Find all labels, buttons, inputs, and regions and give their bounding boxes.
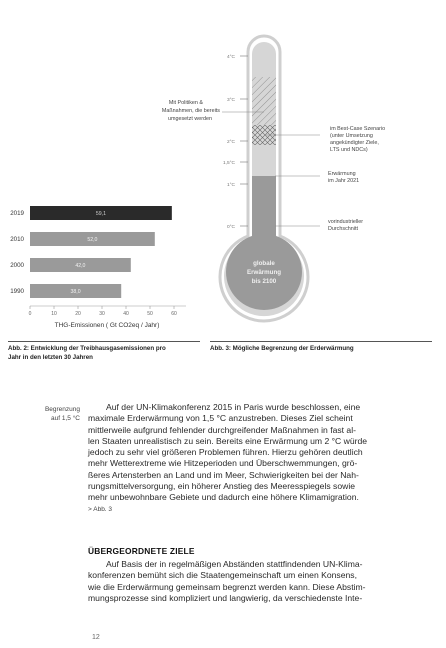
annotation-best-case-3: angekündigter Ziele, (330, 140, 379, 146)
p1-line: ßeres Artensterben an Land und im Meer, Schwierigkeiten bei der Nah- (88, 469, 359, 480)
p1-line: rungsmittelversorgung, ein höherer Anstieg des Meeresspiegels sowie (88, 481, 356, 492)
p2-line: Auf Basis der in regelmäßigen Abständen stattfindenden UN-Klima- (106, 559, 363, 569)
x-tick-label: 20 (75, 311, 81, 317)
scale-label-3: 3°C (226, 98, 235, 103)
annotation-current-2: im Jahr 2021 (328, 178, 360, 184)
x-axis-label: THG-Emissionen ( Gt CO2eq / Jahr) (54, 322, 160, 329)
category-label: 2019 (10, 210, 24, 218)
p1-line: mittlerweile aufgrund fehlender durchgreifender Maßnahmen in fast al- (88, 424, 356, 435)
bulb-label-2: Erwärmung (246, 269, 282, 276)
p2-line: mungsprozesse sind kompliziert und langwierig, da verschiedenste Inte- (88, 592, 363, 603)
category-label: 1990 (10, 288, 24, 296)
margin-note: Begrenzung auf 1,5 °C (44, 406, 80, 422)
x-tick-label: 50 (147, 311, 153, 317)
x-tick-label: 10 (51, 311, 57, 317)
policies-range (252, 77, 276, 125)
x-tick-label: 60 (171, 311, 177, 317)
x-tick-label: 40 (123, 311, 129, 317)
p1-line: mehr unbewohnbare Gebiete und dadurch eine höhere Klimamigration. (88, 492, 359, 503)
warming-thermometer (161, 30, 446, 310)
annotation-preindustrial-2: Durchschnitt (328, 226, 358, 232)
p2-line: konferenzen bemüht sich die Staatengemeinschaft um einen Konsens, (88, 570, 357, 581)
paragraph-2 (88, 559, 401, 604)
annotation-preindustrial-1: vorindustrieller (328, 219, 364, 225)
scale-label-2: 2°C (226, 140, 235, 145)
emissions-bar-chart (0, 190, 200, 330)
value-label: 38,0 (70, 289, 81, 295)
annotation-best-case-2: (unter Umsetzung (330, 133, 373, 139)
p1-line: jedoch zu sehr viel größeren Problemen führen. Hierzu gehören deutlich (88, 447, 363, 458)
bulb-label-3: bis 2100 (251, 278, 277, 285)
figure3-caption-rule (210, 341, 432, 342)
annotation-current-1: Erwärmung (328, 171, 356, 177)
figure2-caption-rule (8, 341, 200, 342)
p1-line: mehr Wetterextreme wie Hitzeperioden und Überschwemmungen, grö- (88, 458, 358, 469)
value-label: 42,0 (75, 263, 86, 269)
p2-line: wie die Erderwärmung gemeinsam begrenzt werden kann. Diese Abstim- (88, 581, 366, 592)
annotation-policies-3: umgesetzt werden (167, 116, 212, 122)
value-label: 59,1 (95, 211, 106, 217)
p1-line: maximale Erderwärmung von 1,5 °C anzustreben. Dieses Ziel scheint (88, 413, 353, 424)
p1-line: Auf der UN-Klimakonferenz 2015 in Paris wurde beschlossen, eine (106, 402, 361, 412)
bulb-label-1: globale (253, 260, 275, 267)
annotation-policies-2: Maßnahmen, die bereits (161, 108, 220, 114)
page-number: 12 (92, 634, 100, 641)
scale-label-1: 1°C (226, 183, 235, 188)
x-tick-label: 0 (28, 311, 32, 317)
scale-label-1-5: 1,5°C (222, 161, 235, 166)
annotation-policies-1: Mit Politiken & (168, 100, 203, 106)
annotation-best-case-1: im Best-Case Szenario (330, 126, 386, 132)
figure2-caption: Abb. 2: Entwicklung der Treibhausgasemissionen pro Jahr in den letzten 30 Jahren (8, 345, 166, 361)
scale-label-0: 0°C (226, 225, 235, 230)
category-label: 2000 (10, 262, 24, 270)
value-label: 52,0 (87, 237, 98, 243)
section-heading: ÜBERGEORDNETE ZIELE (88, 546, 195, 556)
figure-reference-link[interactable]: > Abb. 3 (88, 505, 113, 513)
annotation-best-case-4: LTS und NDCs) (330, 147, 368, 153)
x-tick-label: 30 (99, 311, 105, 317)
p1-line: len Staaten unrealistisch zu sein. Bereits eine Erwärmung um 2 °C würde (88, 435, 368, 446)
scale-label-4: 4°C (226, 55, 235, 60)
category-label: 2010 (10, 236, 24, 244)
paragraph-1 (88, 402, 401, 515)
figure3-caption: Abb. 3: Mögliche Begrenzung der Erderwärmung (210, 345, 354, 352)
